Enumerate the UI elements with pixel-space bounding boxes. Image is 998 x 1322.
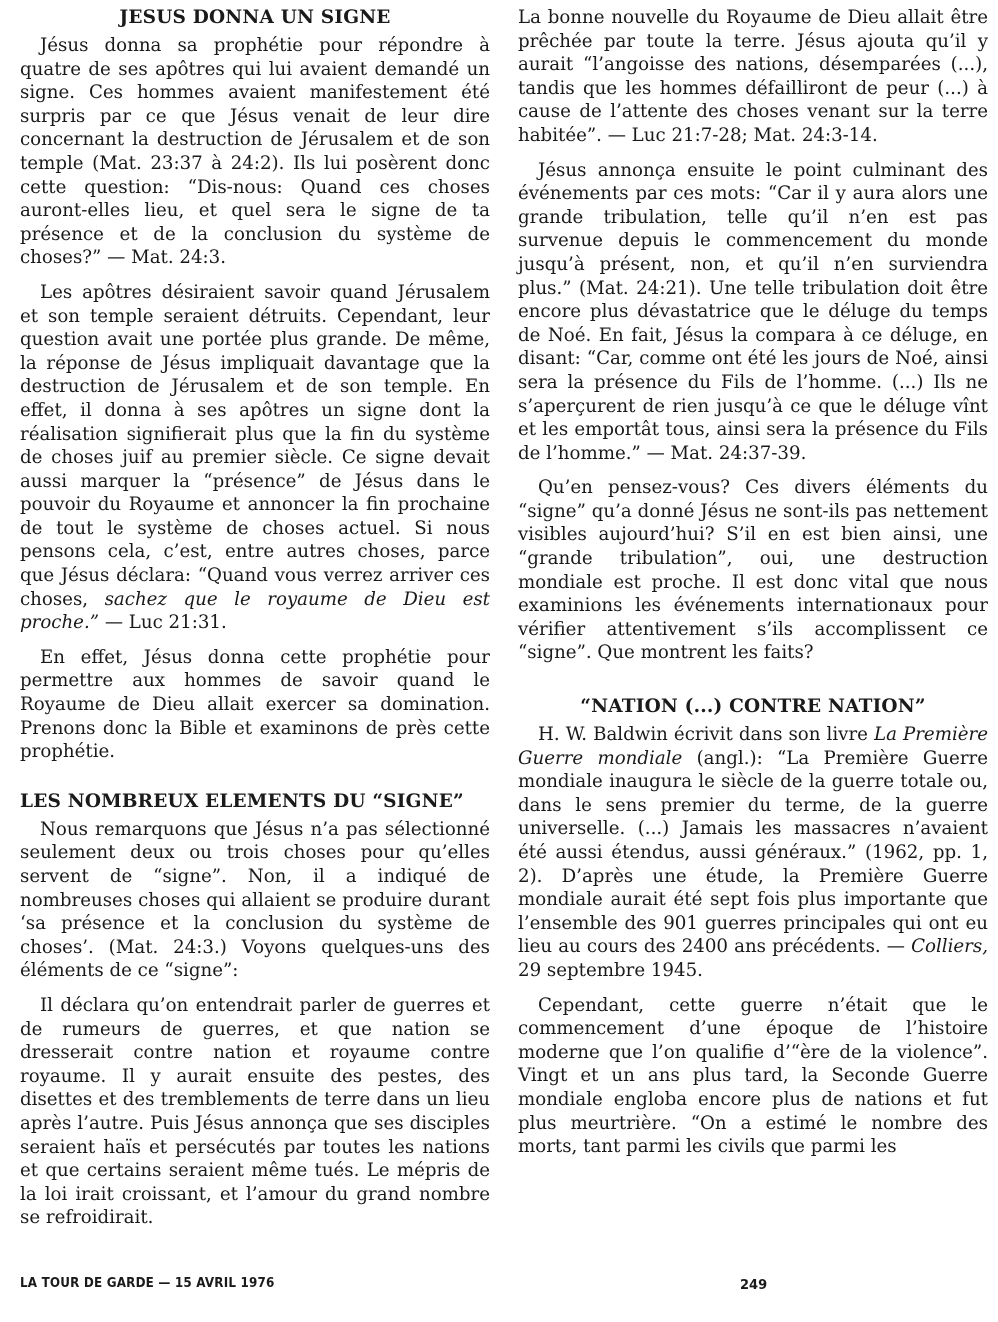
page-number: 249	[740, 1278, 768, 1293]
paragraph: Cependant, cette guerre n’était que le commencement d’une époque de l’histoire moderne que l’on qualifie d’“ère de la violence”. Vingt et un ans plus tard, la Seconde Guerre mondiale engloba encore plus de nations et fut plus meurtrière. “On a estimé le nombre des morts, tant parmi les civils que parmi les	[518, 994, 988, 1158]
paragraph: Il déclara qu’on entendrait parler de guerres et de rumeurs de guerres, et que nation se dresserait contre nation et royaume contre royaume. Il y aurait ensuite des pestes, des disettes et des tremblements de terre dans un lieu après l’autre. Puis Jésus annonça que ses disciples seraient haïs et persécutés par toutes les nations et que certains seraient même tués. Le mépris de la loi irait croissant, et l’amour du grand nombre se refroidirait.	[20, 994, 490, 1229]
paragraph	[20, 281, 490, 635]
paragraph-text: H. W. Baldwin écrivit dans son livre	[538, 724, 868, 746]
section-heading: “NATION (...) CONTRE NATION”	[580, 696, 926, 718]
left-column	[20, 6, 490, 1241]
paragraph: En effet, Jésus donna cette prophétie pour permettre aux hommes de savoir quand le Royaume de Dieu allait exercer sa domination. Prenons donc la Bible et examinons de près cette prophétie.	[20, 646, 490, 763]
reference: — Luc 21:31.	[104, 612, 227, 634]
paragraph-text: (angl.): “La Première Guerre mondiale inaugura le siècle de la guerre totale ou, dans le sens premier du terme, de la guerre universelle. (...) Jamais les massacres n’avaient été aussi étendus, aussi généraux.” (1962, pp. 1, 2). D’après une étude, la Première Guerre mondiale aurait été sept fois plus importante que l’ensemble des 901 guerres principales qui ont eu lieu au cours des 2400 ans précédents. —	[518, 747, 988, 958]
paragraph: Qu’en pensez-vous? Ces divers éléments du “signe” qu’a donné Jésus ne sont-ils pas nettement visibles aujourd’hui? S’il en est bien ainsi, une “grande tribulation”, oui, une destruction mondiale est proche. Il est donc vital que nous examinions les événements internationaux pour vérifier attentivement s’ils accomplissent ce “signe”. Que montrent les faits?	[518, 477, 988, 664]
paragraph: Jésus donna sa prophétie pour répondre à quatre de ses apôtres qui lui avaient demandé un signe. Ces hommes avaient manifestement été surpris par ce que Jésus venait de leur dire concernant la destruction de Jérusalem et de son temple (Mat. 23:37 à 24:2). Ils lui posèrent donc cette question: “Dis-nous: Quand ces choses auront-elles lieu, et quel sera le signe de ta présence et de la conclusion du système de choses?” — Mat. 24:3.	[20, 35, 490, 269]
paragraph-text: Les apôtres désiraient savoir quand Jérusalem et son temple seraient détruits. Cependant, leur question avait une portée plus grande. De même, la réponse de Jésus impliquait davantage que la destruction de Jérusalem et de son temple. En effet, il donna à ses apôtres un signe dont la réalisation signifierait plus que la fin du système de choses juif au premier siècle. Ce signe devait aussi marquer la “présence” de Jésus dans le pouvoir du Royaume et annoncer la fin prochaine de tout le système de choses actuel. Si nous pensons cela, c’est, entre autres choses, parce que Jésus déclara: “Quand vous verrez arriver ces choses,	[20, 281, 490, 610]
reference: 29 septembre 1945.	[518, 959, 703, 981]
book-title: La Première Guerre mondiale	[518, 724, 988, 769]
paragraph	[518, 723, 988, 983]
source-title: Colliers,	[911, 936, 988, 958]
right-column	[518, 6, 988, 1170]
paragraph: La bonne nouvelle du Royaume de Dieu allait être prêchée par toute la terre. Jésus ajouta qu’il y aurait “l’angoisse des nations, désemparées (...), tandis que les hommes défailliront de peur (...) à cause de l’attente des choses venant sur la terre habitée”. — Luc 21:7-28; Mat. 24:3-14.	[518, 7, 988, 146]
paragraph: Jésus annonça ensuite le point culminant des événements par ces mots: “Car il y aura alors une grande tribulation, telle qu’il n’en est pas survenue depuis le commencement du monde jusqu’à présent, non, et qu’il n’en surviendra plus.” (Mat. 24:21). Une telle tribulation doit être encore plus dévastatrice que le déluge du temps de Noé. En fait, Jésus la compara à ce déluge, en disant: “Car, comme ont été les jours de Noé, ainsi sera la présence du Fils de l’homme. (...) Ils ne s’aperçurent de rien jusqu’à ce que le déluge vînt et les emportât tous, ainsi sera la présence du Fils de l’homme.” — Mat. 24:37-39.	[518, 159, 988, 464]
italic-quote: sachez que le royaume de Dieu est proche.”	[20, 588, 490, 634]
section-heading: JESUS DONNA UN SIGNE	[119, 7, 391, 28]
section-heading: LES NOMBREUX ELEMENTS DU “SIGNE”	[20, 790, 464, 812]
running-footer: LA TOUR DE GARDE — 15 AVRIL 1976	[20, 1276, 275, 1291]
paragraph: Nous remarquons que Jésus n’a pas sélectionné seulement deux ou trois choses pour qu’elles servent de “signe”. Non, il a indiqué de nombreuses choses qui allaient se produire durant ‘sa présence et la conclusion du système de choses’. (Mat. 24:3.) Voyons quelques-uns des éléments de ce “signe”:	[20, 818, 490, 982]
